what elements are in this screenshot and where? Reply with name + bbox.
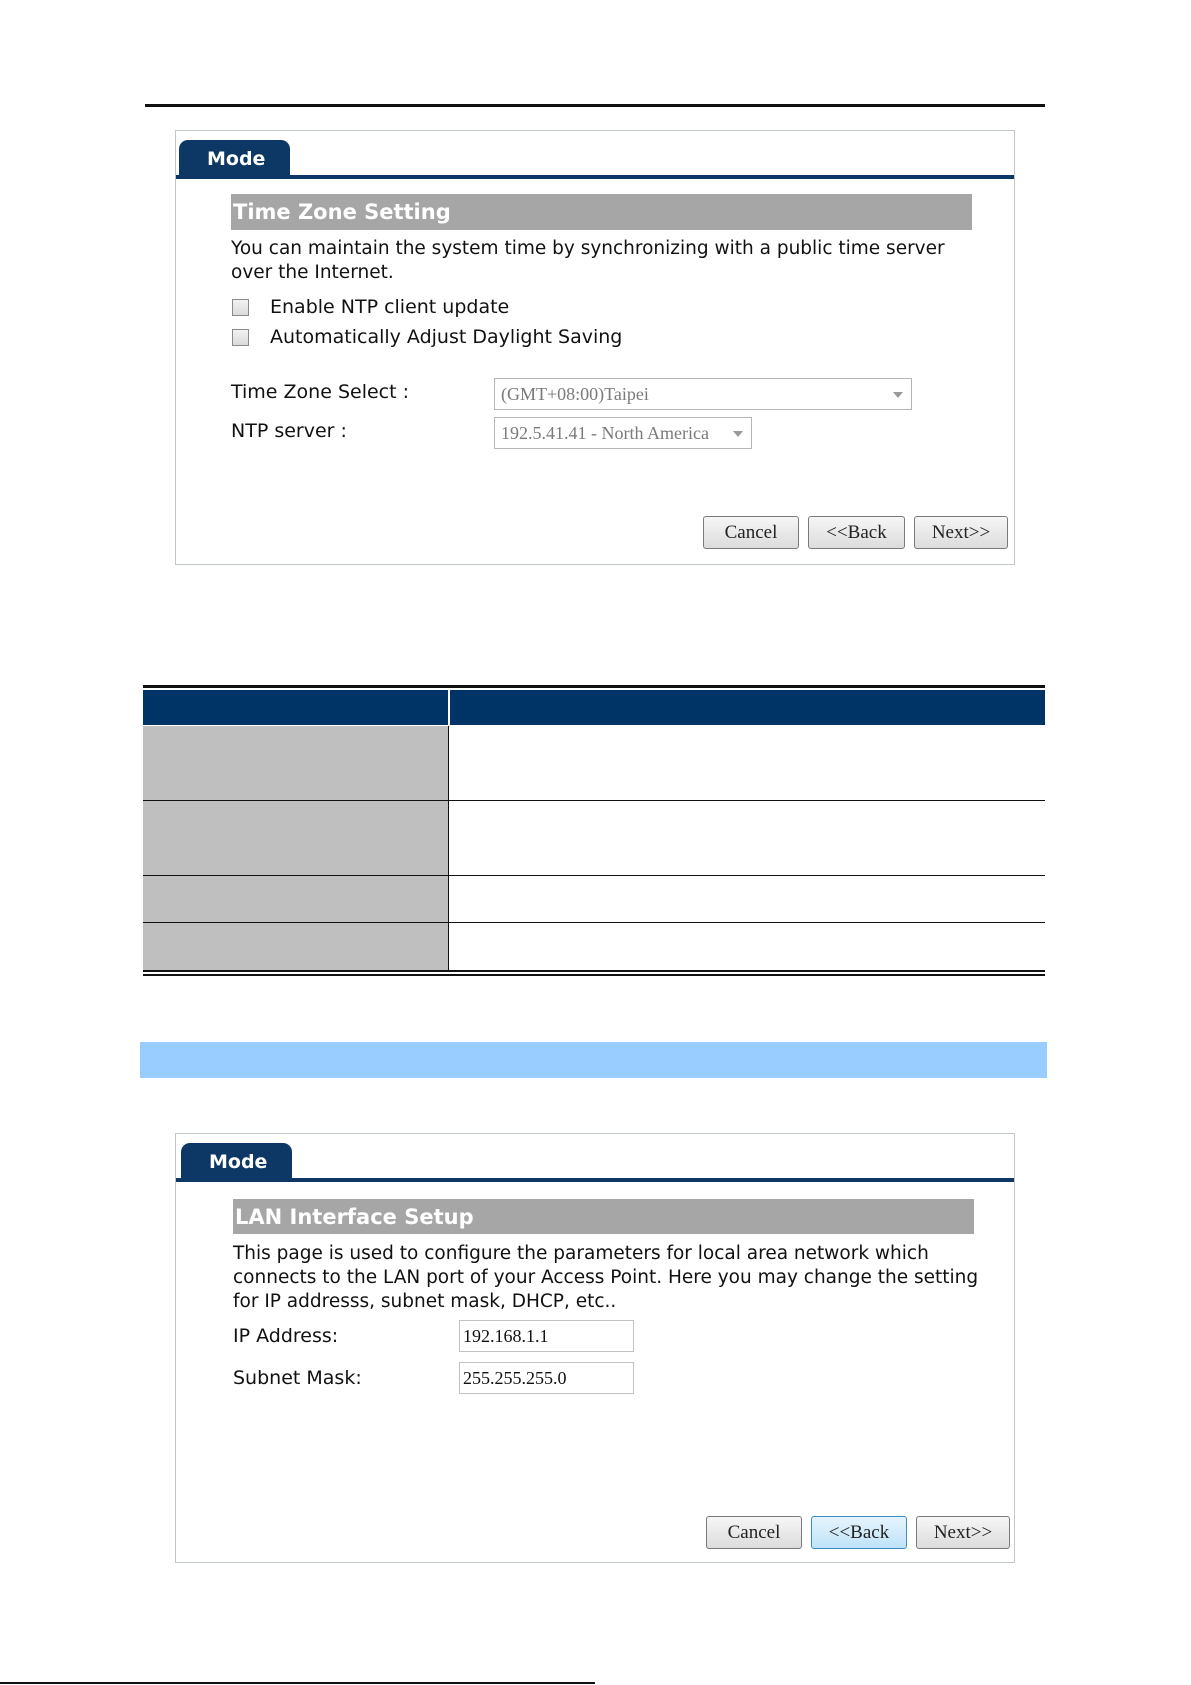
time-zone-panel: [175, 130, 1015, 565]
daylight-saving-row: [232, 326, 622, 348]
daylight-saving-label: Automatically Adjust Daylight Saving: [270, 326, 623, 348]
subnet-mask-label: Subnet Mask:: [233, 1367, 362, 1389]
time-zone-label: Time Zone Select :: [231, 381, 410, 403]
tab-underline: [176, 1178, 1014, 1182]
chevron-down-icon: [893, 392, 903, 398]
footer-rule: [0, 1682, 595, 1684]
ntp-server-select[interactable]: [494, 417, 752, 449]
time-zone-select[interactable]: [494, 378, 912, 410]
table-cell-label: [143, 876, 449, 922]
table-bottom-rule: [143, 970, 1045, 972]
enable-ntp-label: Enable NTP client update: [270, 296, 510, 318]
back-button[interactable]: <<Back: [808, 516, 905, 549]
table-cell-label: [143, 726, 449, 800]
cancel-button[interactable]: Cancel: [706, 1516, 802, 1549]
cancel-button[interactable]: Cancel: [703, 516, 799, 549]
lan-interface-panel: [175, 1133, 1015, 1563]
table-bottom-rule: [143, 974, 1045, 976]
daylight-saving-checkbox[interactable]: [232, 329, 249, 346]
mode-tab[interactable]: Mode: [179, 140, 290, 176]
section-title: LAN Interface Setup: [233, 1199, 974, 1234]
table-row: [143, 726, 1045, 801]
table-cell-label: [143, 801, 449, 875]
mode-tab[interactable]: Mode: [181, 1143, 292, 1179]
page-top-rule: [145, 104, 1045, 107]
ntp-server-label: NTP server :: [231, 420, 347, 442]
table-header-divider: [448, 690, 450, 725]
ntp-server-value: 192.5.41.41 - North America: [501, 423, 709, 443]
section-description: This page is used to configure the parameters for local area network which connects to the LAN port of your Access Point. Here you may change the setting for IP addresss, subnet mask, DHCP, etc..: [233, 1243, 979, 1312]
next-button[interactable]: Next>>: [914, 516, 1008, 549]
subnet-mask-input[interactable]: 255.255.255.0: [459, 1362, 634, 1394]
table-header: [143, 690, 1045, 725]
table-row: [143, 801, 1045, 876]
table-cell-label: [143, 923, 449, 970]
section-title: Time Zone Setting: [231, 194, 972, 230]
time-zone-value: (GMT+08:00)Taipei: [501, 384, 649, 404]
next-button[interactable]: Next>>: [916, 1516, 1010, 1549]
table-top-rule: [143, 685, 1045, 688]
enable-ntp-row: [232, 296, 509, 318]
table-row: [143, 923, 1045, 970]
chevron-down-icon: [733, 431, 743, 437]
section-heading-band: [140, 1042, 1047, 1078]
table-row: [143, 876, 1045, 923]
section-description: You can maintain the system time by synchronizing with a public time server over the Internet.: [231, 238, 945, 283]
enable-ntp-checkbox[interactable]: [232, 299, 249, 316]
ip-address-input[interactable]: 192.168.1.1: [459, 1320, 634, 1352]
tab-underline: [176, 175, 1014, 179]
back-button[interactable]: <<Back: [811, 1516, 907, 1549]
ip-address-label: IP Address:: [233, 1325, 339, 1347]
